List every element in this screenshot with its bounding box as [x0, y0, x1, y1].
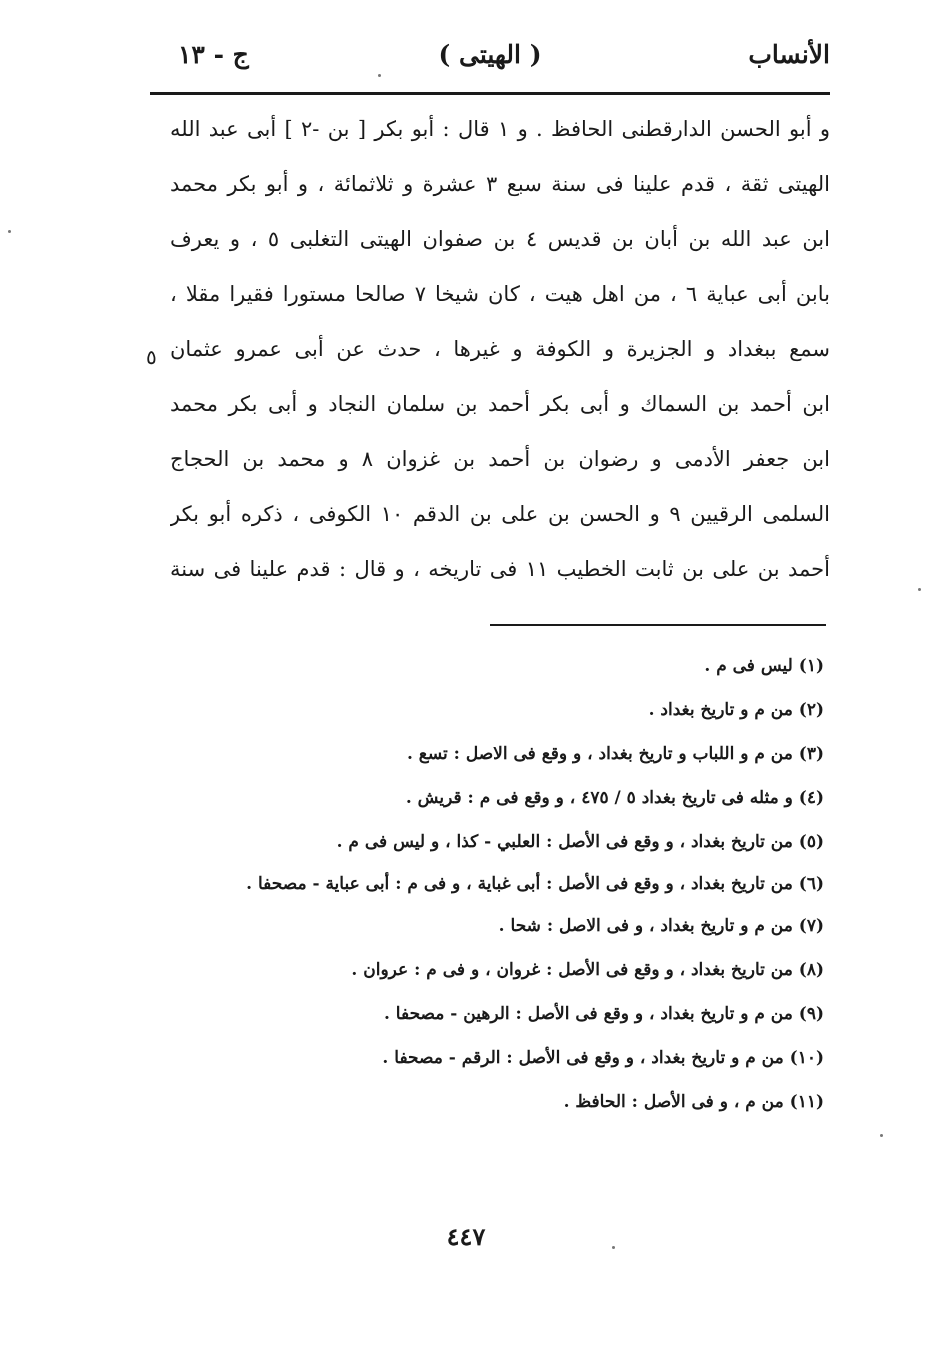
scan-speck: [612, 1246, 615, 1249]
text-line: أحمد بن على بن ثابت الخطيب ١١ فى تاريخه ، و قال : قدم علينا فى سنة: [170, 557, 830, 581]
footnote: (٨) من تاريخ بغداد ، و وقع فى الأصل : غروان ، و فى م : عروان .: [351, 960, 824, 980]
footnote: (١٠) من م و تاريخ بغداد ، و وقع فى الأصل : الرقم - مصحفا .: [382, 1048, 824, 1068]
footnotes: [160, 644, 824, 1124]
volume-label: ج - ١٣: [178, 40, 249, 69]
text-line: بابن أبى عباية ٦ ، من اهل هيت ، كان شيخا ٧ صالحا مستورا فقيرا مقلا ،: [170, 282, 830, 306]
text-line: الهيتى ثقة ، قدم علينا فى سنة سبع ٣ عشرة و ثلاثمائة ، و أبو بكر محمد: [170, 172, 830, 196]
footnote: (٢) من م و تاريخ بغداد .: [648, 700, 824, 720]
footnote: (١) ليس فى م .: [704, 656, 824, 676]
footnote: (٣) من م و اللباب و تاريخ بغداد ، و وقع فى الاصل : تسع .: [406, 744, 824, 764]
main-text: [170, 102, 830, 597]
text-line: سمع ببغداد و الجزيرة و الكوفة و غيرها ، حدث عن أبى عمرو عثمان: [170, 337, 830, 361]
scan-speck: [880, 1134, 883, 1137]
text-line: ابن عبد الله بن أبان بن قديس ٤ بن صفوان الهيتى التغلبى ٥ ، و يعرف: [170, 227, 830, 251]
scan-speck: [8, 230, 11, 233]
footnote: (١١) من م ، و فى الأصل : الحافظ .: [563, 1092, 824, 1112]
entry-title: ( الهيتى ): [438, 40, 542, 69]
footnote-rule: [490, 624, 826, 626]
footnote: (٦) من تاريخ بغداد ، و وقع فى الأصل : أبى غباية ، و فى م : أبى عباية - مصحفا .: [246, 874, 824, 894]
text-line: ابن أحمد بن السماك و أبى بكر أحمد بن سلمان النجاد و أبى بكر محمد: [170, 392, 830, 416]
footnote: (٧) من م و تاريخ بغداد ، و فى الاصل : شحا .: [498, 916, 824, 936]
footnote: (٤) و مثله فى تاريخ بغداد ٥ / ٤٧٥ ، و وقع فى م : قريش .: [405, 788, 824, 808]
text-line: السلمى الرقيين ٩ و الحسن بن على بن الدقم ١٠ الكوفى ، ذكره أبو بكر: [170, 502, 830, 526]
footnote: (٥) من تاريخ بغداد ، و وقع فى الأصل : العلبي - كذا ، و ليس فى م .: [336, 832, 824, 852]
page-number: ٤٤٧: [446, 1222, 486, 1251]
book-title: الأنساب: [748, 40, 830, 69]
text-line: و أبو الحسن الدارقطنى الحافظ . و ١ قال : أبو بكر [ بن -٢ ] أبى عبد الله: [170, 117, 830, 141]
footnote: (٩) من م و تاريخ بغداد ، و وقع فى الأصل : الرهين - مصحفا .: [383, 1004, 824, 1024]
running-header: [150, 40, 830, 84]
header-rule: [150, 92, 830, 95]
scan-speck: [918, 588, 921, 591]
scan-speck: [378, 74, 381, 77]
text-line: ابن جعفر الأدمى و رضوان بن أحمد بن غزوان ٨ و محمد بن الحجاج: [170, 447, 830, 471]
line-number: ٥: [146, 345, 157, 369]
